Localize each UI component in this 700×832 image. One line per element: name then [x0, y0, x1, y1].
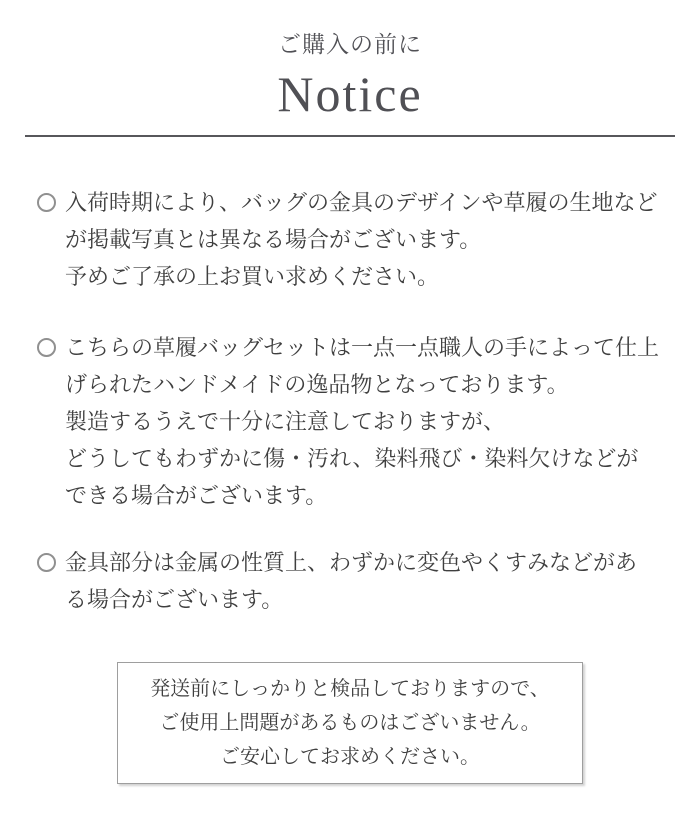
notice-line: 製造するうえで十分に注意しておりますが、 — [65, 409, 506, 434]
notice-item — [37, 544, 680, 618]
circle-bullet-icon — [37, 553, 56, 572]
notice-item — [37, 329, 680, 514]
notice-text — [65, 544, 637, 618]
notice-line: が掲載写真とは異なる場合がございます。 — [65, 227, 482, 252]
notice-title: Notice — [277, 66, 423, 122]
notice-subtitle-ja: ご購入の前に — [278, 32, 422, 57]
notice-line: 予めご了承の上お買い求めください。 — [65, 264, 440, 289]
notice-header — [0, 0, 700, 122]
notice-item — [37, 184, 680, 295]
notice-text — [65, 329, 659, 514]
assurance-line: ご使用上問題があるものはございません。 — [159, 712, 541, 734]
notice-line: 入荷時期により、バッグの金具のデザインや草履の生地など — [65, 190, 658, 215]
notice-line: る場合がございます。 — [65, 587, 284, 612]
notice-text — [65, 184, 657, 295]
notice-line: どうしてもわずかに傷・汚れ、染料飛び・染料欠けなどが — [65, 446, 639, 471]
assurance-box — [117, 662, 583, 784]
circle-bullet-icon — [37, 338, 56, 357]
assurance-text — [118, 672, 582, 774]
notice-line: できる場合がございます。 — [65, 483, 328, 508]
assurance-line: ご安心してお求めください。 — [220, 746, 480, 768]
notice-list — [0, 184, 700, 618]
header-divider — [25, 135, 675, 137]
assurance-line: 発送前にしっかりと検品しておりますので、 — [150, 678, 550, 700]
notice-line: げられたハンドメイドの逸品物となっております。 — [65, 372, 569, 397]
notice-line: こちらの草履バッグセットは一点一点職人の手によって仕上 — [65, 335, 660, 360]
notice-line: 金具部分は金属の性質上、わずかに変色やくすみなどがあ — [65, 550, 638, 575]
circle-bullet-icon — [37, 193, 56, 212]
